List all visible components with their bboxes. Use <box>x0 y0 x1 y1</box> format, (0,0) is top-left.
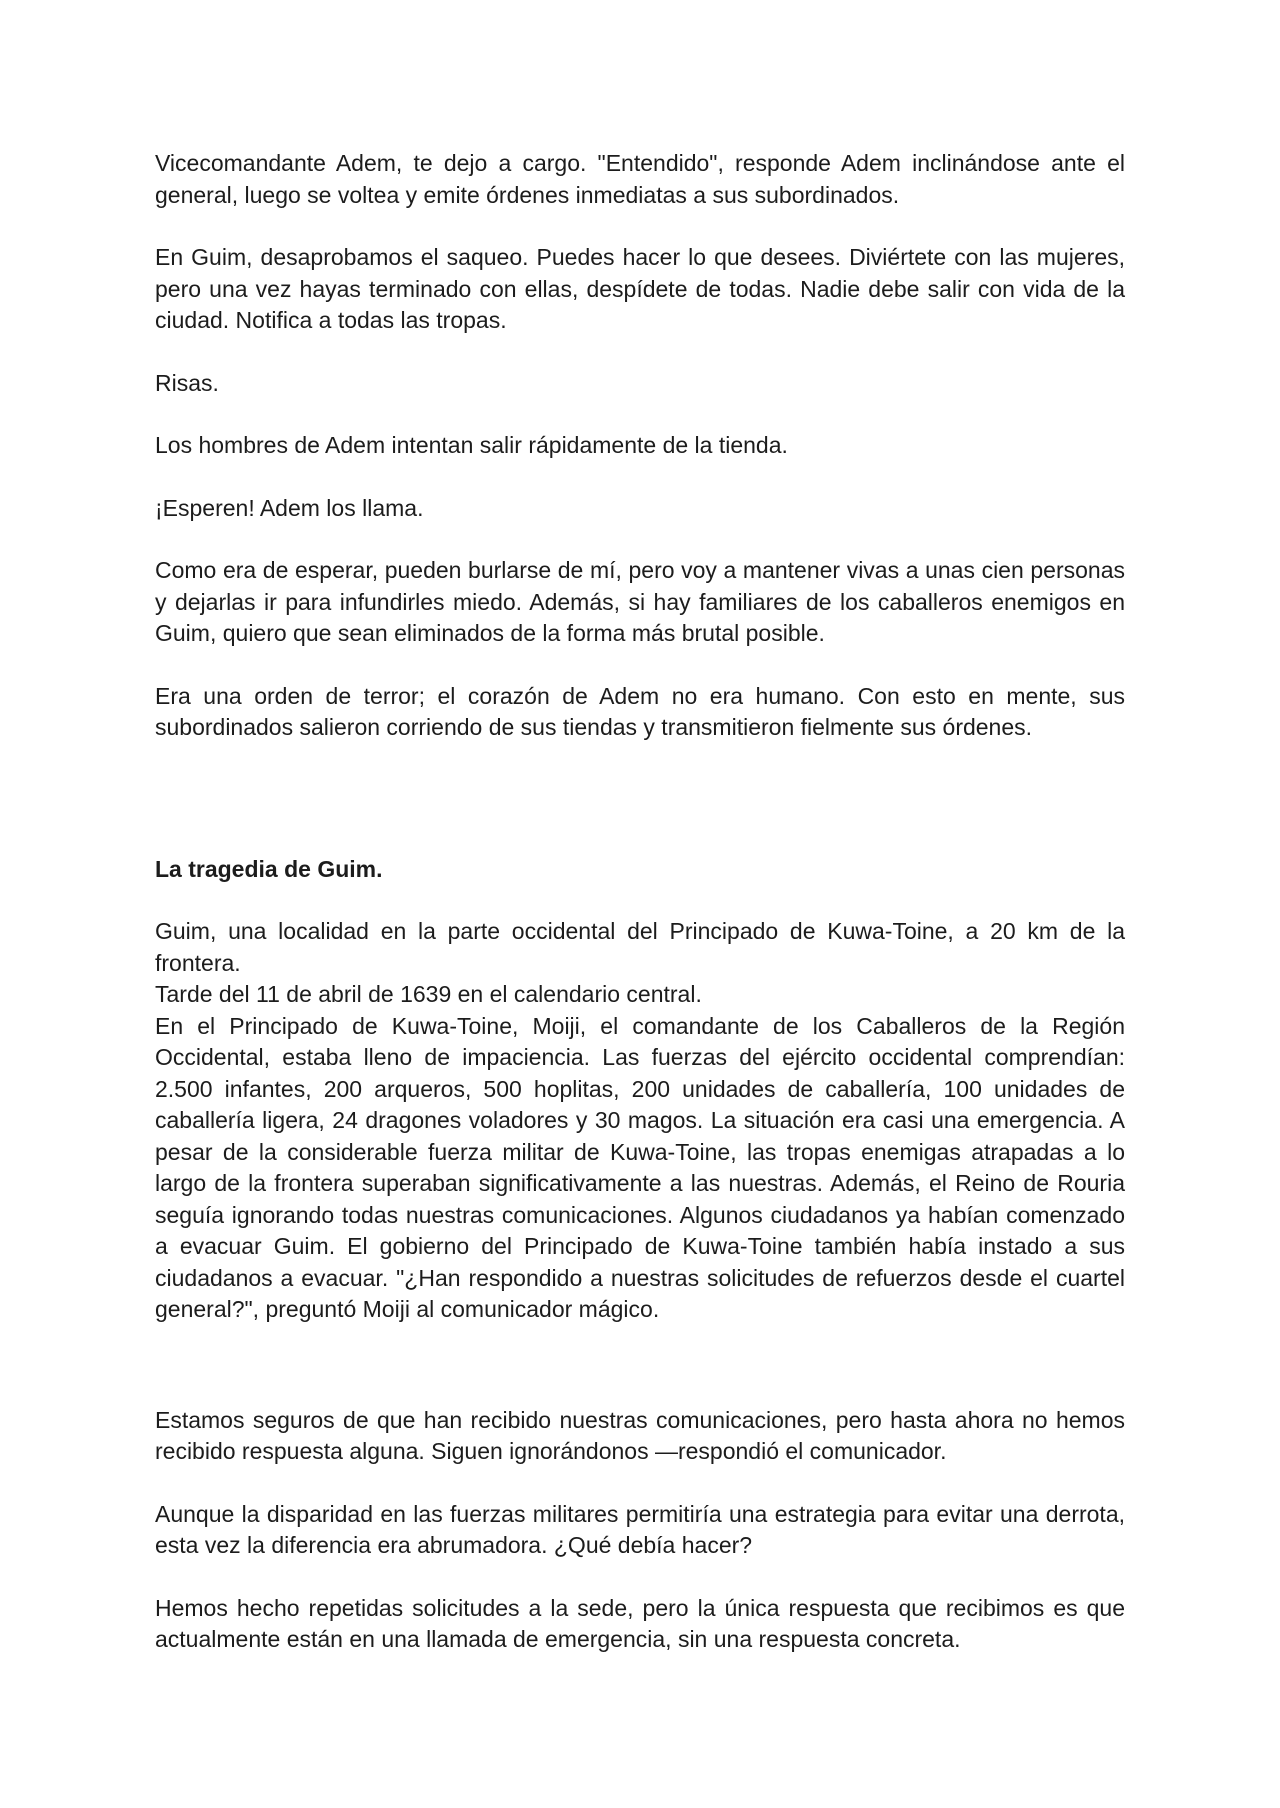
paragraph-5: ¡Esperen! Adem los llama. <box>155 494 424 521</box>
paragraph-8: Estamos seguros de que han recibido nuestras comunicaciones, pero hasta ahora no hemos recibido respuesta alguna. Siguen ignorándonos —respondió el comunicador. <box>155 1406 1125 1464</box>
section-line-1: Guim, una localidad en la parte occidental del Principado de Kuwa-Toine, a 20 km de la frontera. <box>155 918 1125 976</box>
paragraph-9: Aunque la disparidad en las fuerzas militares permitiría una estrategia para evitar una derrota, esta vez la diferencia era abrumadora. ¿Qué debía hacer? <box>155 1500 1125 1558</box>
section-spacer-2 <box>155 1357 1125 1405</box>
section-heading: La tragedia de Guim. <box>155 855 383 882</box>
paragraph-7: Era una orden de terror; el corazón de Adem no era humano. Con esto en mente, sus subordinados salieron corriendo de sus tiendas y transmitieron fielmente sus órdenes. <box>155 682 1125 740</box>
section-line-2: Tarde del 11 de abril de 1639 en el calendario central. <box>155 981 702 1007</box>
section-body <box>155 916 1125 1326</box>
paragraph-6: Como era de esperar, pueden burlarse de mí, pero voy a mantener vivas a unas cien personas y dejarlas ir para infundirles miedo. Además, si hay familiares de los caballeros enemigos en Guim, quiero que sean eliminados de la forma más brutal posible. <box>155 557 1125 646</box>
paragraph-1: Vicecomandante Adem, te dejo a cargo. "Entendido", responde Adem inclinándose ante el general, luego se voltea y emite órdenes inmediatas a sus subordinados. <box>155 150 1125 208</box>
paragraph-4: Los hombres de Adem intentan salir rápidamente de la tienda. <box>155 432 788 458</box>
section-spacer <box>155 775 1125 854</box>
document-page <box>155 148 1125 1687</box>
paragraph-10: Hemos hecho repetidas solicitudes a la sede, pero la única respuesta que recibimos es que actualmente están en una llamada de emergencia, sin una respuesta concreta. <box>155 1594 1125 1652</box>
paragraph-3: Risas. <box>155 369 219 396</box>
section-line-3: En el Principado de Kuwa-Toine, Moiji, el comandante de los Caballeros de la Región Occidental, estaba lleno de impaciencia. Las fuerzas del ejército occidental comprendían: 2.500 infantes, 200 arqueros, 500 hoplitas, 200 unidades de caballería, 100 unidades de caballería ligera, 24 dragones voladores y 30 magos. La situación era casi una emergencia. A pesar de la considerable fuerza militar de Kuwa-Toine, las tropas enemigas atrapadas a lo largo de la frontera superaban significativamente a las nuestras. Además, el Reino de Rouria seguía ignorando todas nuestras comunicaciones. Algunos ciudadanos ya habían comenzado a evacuar Guim. El gobierno del Principado de Kuwa-Toine también había instado a sus ciudadanos a evacuar. "¿Han respondido a nuestras solicitudes de refuerzos desde el cuartel general?", preguntó Moiji al comunicador mágico. <box>155 1012 1125 1322</box>
paragraph-2: En Guim, desaprobamos el saqueo. Puedes hacer lo que desees. Diviértete con las mujeres, pero una vez hayas terminado con ellas, despídete de todas. Nadie debe salir con vida de la ciudad. Notifica a todas las tropas. <box>155 244 1125 333</box>
